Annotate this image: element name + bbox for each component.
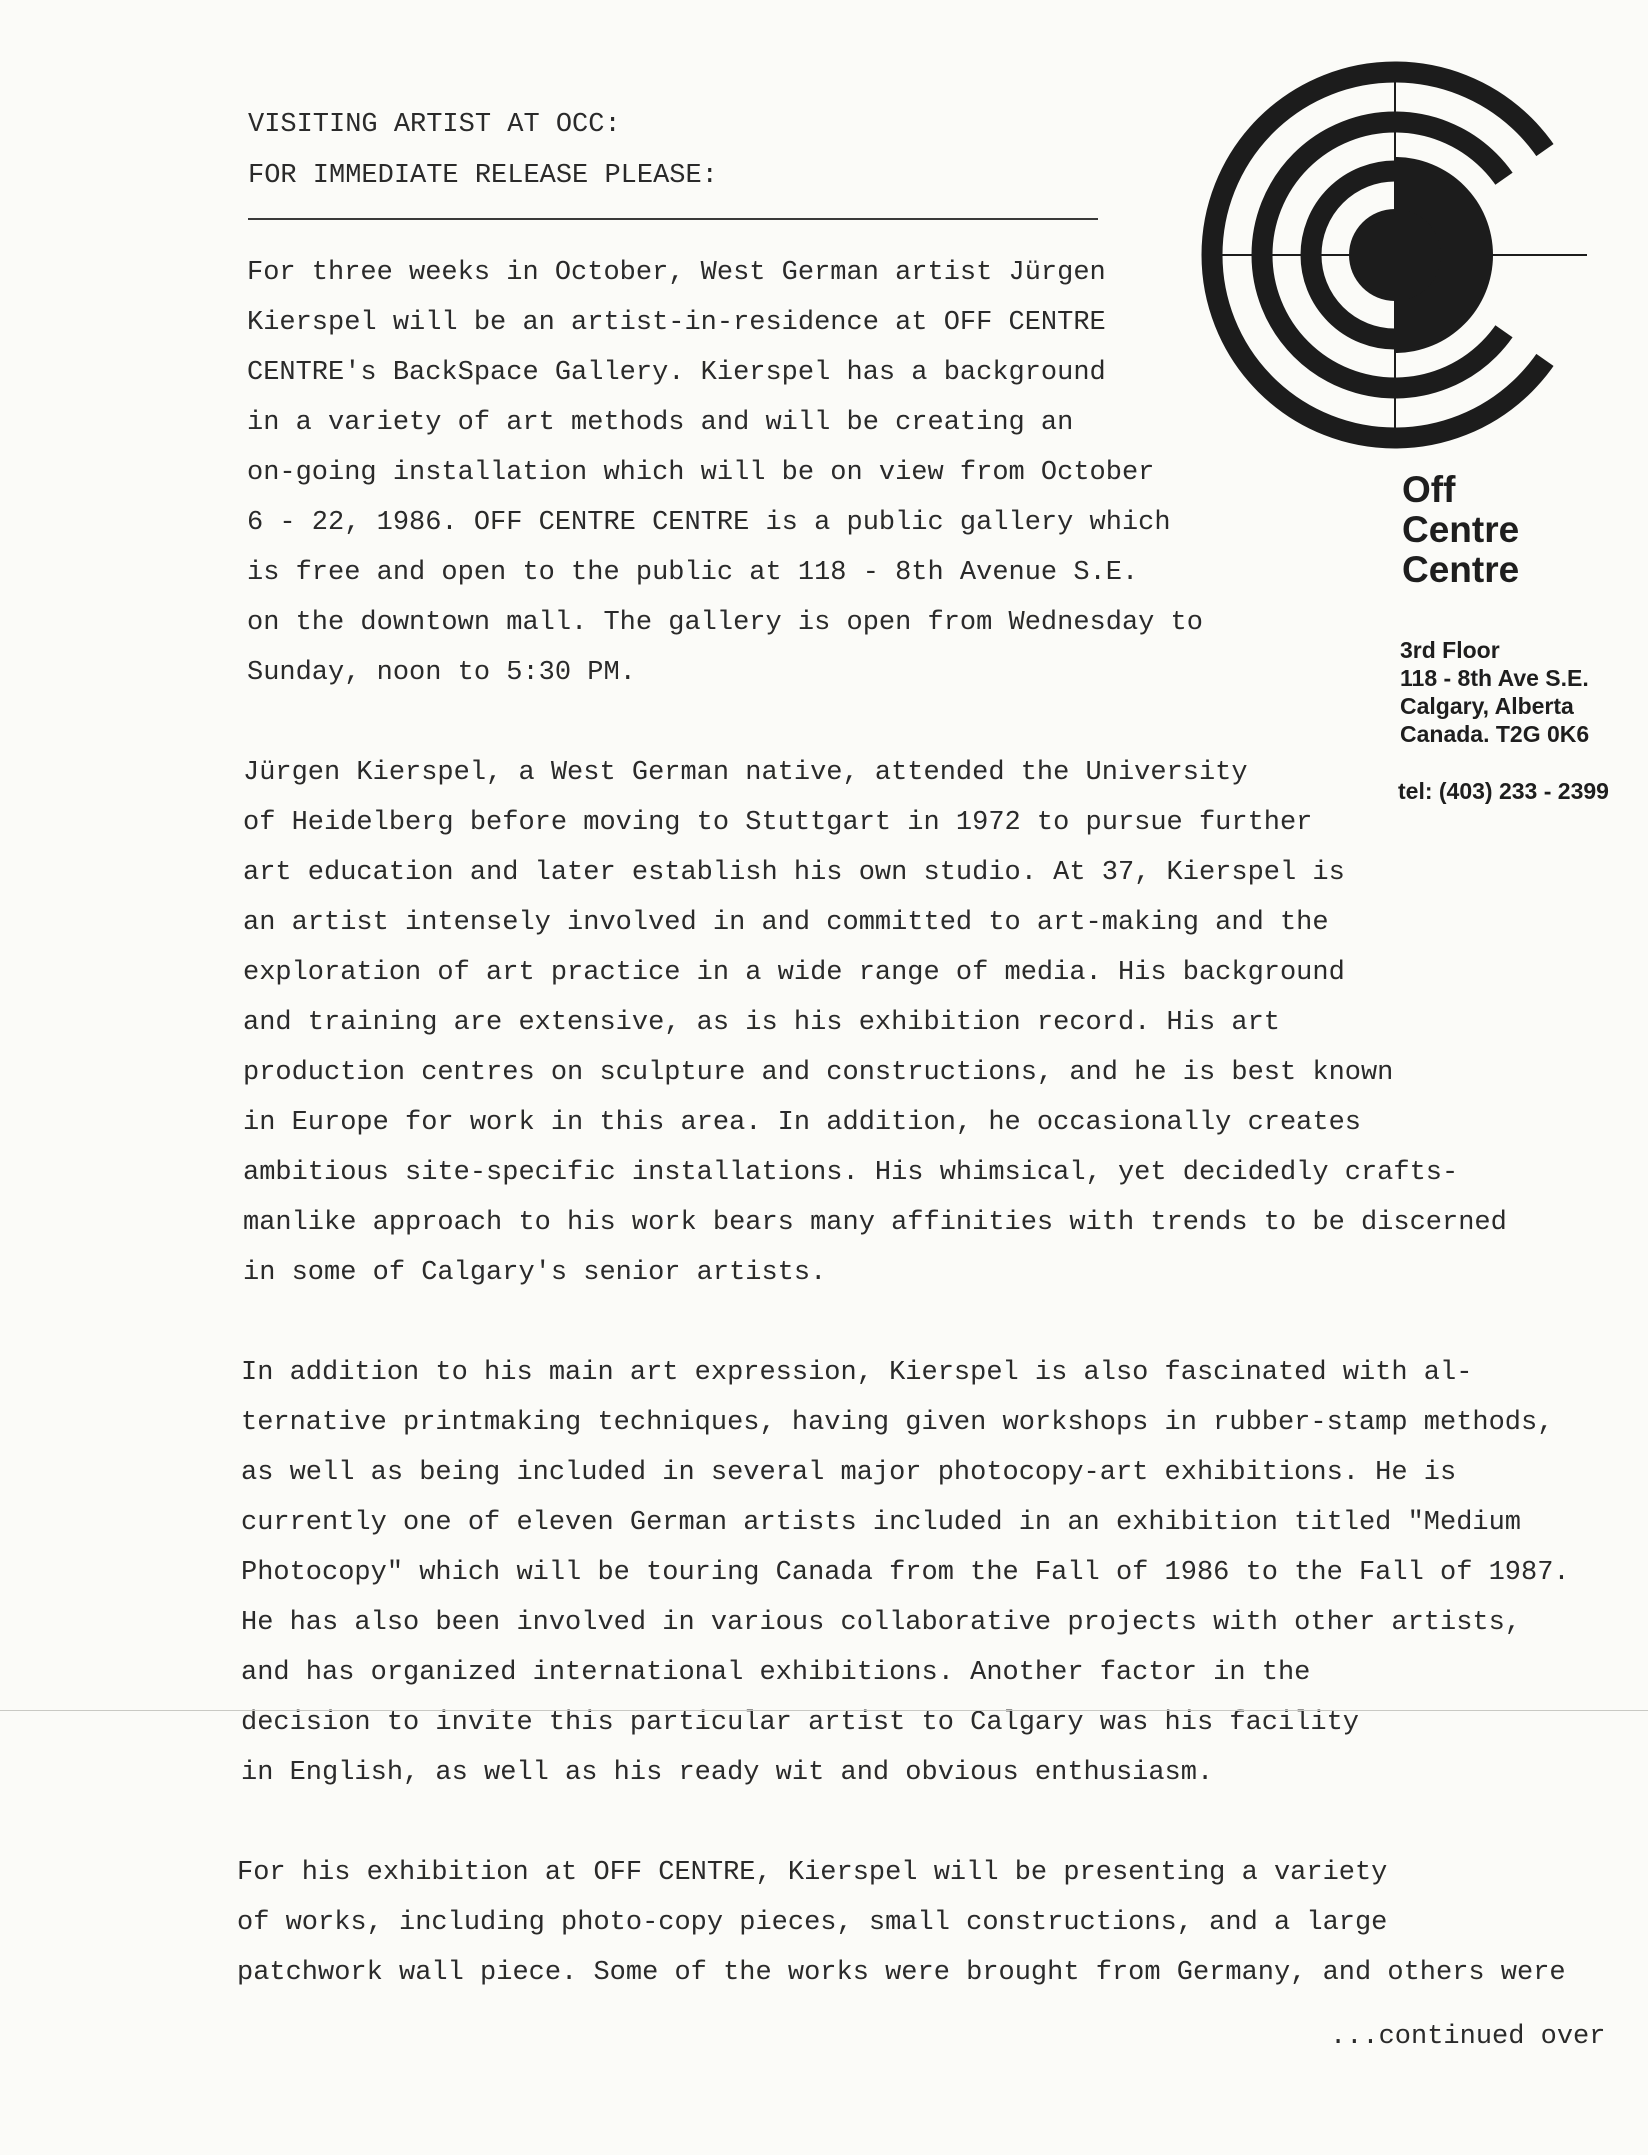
text-line: ternative printmaking techniques, having given workshops in rubber-stamp methods, <box>241 1408 1554 1438</box>
org-name-line: Centre <box>1402 509 1520 550</box>
address-line: 118 - 8th Ave S.E. <box>1400 665 1589 691</box>
text-line: in some of Calgary's senior artists. <box>243 1258 827 1288</box>
text-line: on the downtown mall. The gallery is open from Wednesday to <box>247 608 1203 638</box>
text-line: exploration of art practice in a wide range of media. His background <box>243 958 1345 988</box>
text-line: For his exhibition at OFF CENTRE, Kierspel will be presenting a variety <box>237 1858 1388 1888</box>
header-line-2: FOR IMMEDIATE RELEASE PLEASE: <box>248 161 718 191</box>
organization-address <box>1400 636 1589 748</box>
text-line: patchwork wall piece. Some of the works were brought from Germany, and others were <box>237 1958 1566 1988</box>
org-name-line: Centre <box>1402 549 1520 590</box>
paragraph-exhibition <box>237 1848 1566 1998</box>
text-line: CENTRE's BackSpace Gallery. Kierspel has a background <box>247 358 1106 388</box>
paragraph-printmaking <box>241 1348 1570 1798</box>
text-line: an artist intensely involved in and committed to art-making and the <box>243 908 1329 938</box>
text-line: Photocopy" which will be touring Canada from the Fall of 1986 to the Fall of 1987. <box>241 1558 1570 1588</box>
text-line: in Europe for work in this area. In addition, he occasionally creates <box>243 1108 1361 1138</box>
off-centre-centre-logo <box>1195 55 1595 455</box>
release-header <box>248 100 718 202</box>
org-name-line: Off <box>1402 469 1456 510</box>
address-line: Canada. T2G 0K6 <box>1400 721 1590 747</box>
paragraph-biography <box>243 748 1507 1298</box>
text-line: decision to invite this particular artist to Calgary was his facility <box>241 1708 1359 1738</box>
text-line: He has also been involved in various collaborative projects with other artists, <box>241 1608 1522 1638</box>
text-line: currently one of eleven German artists included in an exhibition titled "Medium <box>241 1508 1522 1538</box>
text-line: ambitious site-specific installations. His whimsical, yet decidedly crafts- <box>243 1158 1459 1188</box>
text-line: art education and later establish his own studio. At 37, Kierspel is <box>243 858 1345 888</box>
address-line: Calgary, Alberta <box>1400 693 1574 719</box>
text-line: Jürgen Kierspel, a West German native, attended the University <box>243 758 1248 788</box>
text-line: and has organized international exhibitions. Another factor in the <box>241 1658 1311 1688</box>
text-line: in English, as well as his ready wit and obvious enthusiasm. <box>241 1758 1214 1788</box>
continued-over-note: ...continued over <box>1330 2022 1606 2052</box>
paragraph-announcement <box>247 248 1203 698</box>
text-line: production centres on sculpture and constructions, and he is best known <box>243 1058 1394 1088</box>
text-line: on-going installation which will be on view from October <box>247 458 1155 488</box>
text-line: Kierspel will be an artist-in-residence at OFF CENTRE <box>247 308 1106 338</box>
text-line: is free and open to the public at 118 - 8th Avenue S.E. <box>247 558 1139 588</box>
address-line: 3rd Floor <box>1400 637 1500 663</box>
text-line: of works, including photo-copy pieces, small constructions, and a large <box>237 1908 1388 1938</box>
header-line-1: VISITING ARTIST AT OCC: <box>248 110 621 140</box>
paper-fold-line <box>0 1710 1648 1711</box>
text-line: in a variety of art methods and will be creating an <box>247 408 1074 438</box>
text-line: and training are extensive, as is his exhibition record. His art <box>243 1008 1280 1038</box>
text-line: In addition to his main art expression, Kierspel is also fascinated with al- <box>241 1358 1473 1388</box>
text-line: 6 - 22, 1986. OFF CENTRE CENTRE is a public gallery which <box>247 508 1171 538</box>
text-line: as well as being included in several major photocopy-art exhibitions. He is <box>241 1458 1457 1488</box>
telephone-number: tel: (403) 233 - 2399 <box>1398 778 1609 804</box>
text-line: manlike approach to his work bears many affinities with trends to be discerned <box>243 1208 1507 1238</box>
text-line: For three weeks in October, West German artist Jürgen <box>247 258 1106 288</box>
text-line: of Heidelberg before moving to Stuttgart in 1972 to pursue further <box>243 808 1313 838</box>
text-line: Sunday, noon to 5:30 PM. <box>247 658 636 688</box>
organization-name <box>1402 470 1519 590</box>
header-rule <box>248 218 1098 220</box>
